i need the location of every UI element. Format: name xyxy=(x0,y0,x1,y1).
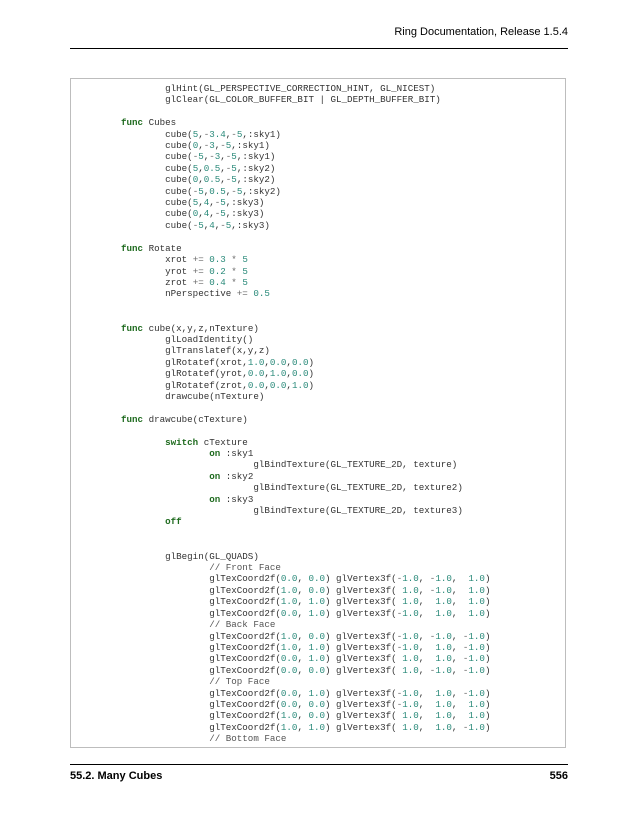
code-line: glTexCoord2f(1.0, 0.0) glVertex3f( 1.0, 1.0, 1.0) xyxy=(121,710,491,722)
code-line: glTexCoord2f(1.0, 1.0) glVertex3f( 1.0, 1.0, -1.0) xyxy=(121,721,491,733)
code-line: cube(-5,-3,-5,:sky1) xyxy=(121,151,276,163)
code-line: func Cubes xyxy=(121,117,177,129)
code-line: glTexCoord2f(1.0, 0.0) glVertex3f(-1.0, -1.0, -1.0) xyxy=(121,630,491,642)
page-footer xyxy=(70,770,568,786)
code-line: cube(0,-3,-5,:sky1) xyxy=(121,140,270,152)
code-line: on :sky2 xyxy=(209,470,254,482)
footer-divider xyxy=(70,764,568,765)
code-line: glBindTexture(GL_TEXTURE_2D, texture2) xyxy=(253,482,463,494)
code-line: glClear(GL_COLOR_BUFFER_BIT | GL_DEPTH_BUFFER_BIT) xyxy=(165,94,441,106)
code-line: glTexCoord2f(0.0, 0.0) glVertex3f(-1.0, -1.0, 1.0) xyxy=(121,573,491,585)
code-line: cube(0,0.5,-5,:sky2) xyxy=(121,174,276,186)
page-header xyxy=(70,26,568,44)
code-line: glTexCoord2f(1.0, 0.0) glVertex3f( 1.0, -1.0, 1.0) xyxy=(121,584,491,596)
code-line: glTexCoord2f(1.0, 1.0) glVertex3f( 1.0, 1.0, 1.0) xyxy=(121,596,491,608)
code-line: // Top Face xyxy=(121,676,270,688)
code-line: glTexCoord2f(0.0, 0.0) glVertex3f(-1.0, 1.0, 1.0) xyxy=(121,698,491,710)
code-line: xrot += 0.3 * 5 xyxy=(121,254,248,266)
section-title: 55.2. Many Cubes xyxy=(70,770,163,782)
code-line: glTexCoord2f(1.0, 1.0) glVertex3f(-1.0, 1.0, -1.0) xyxy=(121,641,491,653)
code-line: glRotatef(yrot,0.0,1.0,0.0) xyxy=(121,368,314,380)
code-line: // Front Face xyxy=(121,562,281,574)
code-line: glTranslatef(x,y,z) xyxy=(165,345,270,357)
code-listing xyxy=(121,83,490,745)
code-line: yrot += 0.2 * 5 xyxy=(121,265,248,277)
code-line: func cube(x,y,z,nTexture) xyxy=(121,322,259,334)
code-line: glTexCoord2f(0.0, 1.0) glVertex3f(-1.0, 1.0, -1.0) xyxy=(121,687,491,699)
code-line: glRotatef(xrot,1.0,0.0,0.0) xyxy=(121,356,314,368)
header-divider xyxy=(70,48,568,49)
code-line: func drawcube(cTexture) xyxy=(121,413,248,425)
code-line: glBegin(GL_QUADS) xyxy=(165,550,259,562)
code-line: glHint(GL_PERSPECTIVE_CORRECTION_HINT, GL_NICEST) xyxy=(165,83,436,94)
code-line: cube(5,-3.4,-5,:sky1) xyxy=(121,128,281,140)
code-line: cube(5,4,-5,:sky3) xyxy=(121,197,265,209)
code-line: // Bottom Face xyxy=(121,733,287,745)
code-line: glRotatef(zrot,0.0,0.0,1.0) xyxy=(121,379,314,391)
code-line: glBindTexture(GL_TEXTURE_2D, texture) xyxy=(253,459,458,471)
document-title: Ring Documentation, Release 1.5.4 xyxy=(394,26,568,38)
code-line: off xyxy=(165,516,182,528)
code-line: zrot += 0.4 * 5 xyxy=(121,276,248,288)
code-line: glTexCoord2f(0.0, 1.0) glVertex3f( 1.0, 1.0, -1.0) xyxy=(121,653,491,665)
code-line: cube(-5,0.5,-5,:sky2) xyxy=(121,185,281,197)
code-line: drawcube(nTexture) xyxy=(165,390,265,402)
code-line: cube(5,0.5,-5,:sky2) xyxy=(121,162,276,174)
code-line: glTexCoord2f(0.0, 1.0) glVertex3f(-1.0, 1.0, 1.0) xyxy=(121,607,491,619)
page-number: 556 xyxy=(549,770,568,782)
code-line: cube(-5,4,-5,:sky3) xyxy=(121,219,270,231)
code-line: cube(0,4,-5,:sky3) xyxy=(121,208,265,220)
code-line: switch cTexture xyxy=(165,436,248,448)
code-line: glLoadIdentity() xyxy=(165,333,254,345)
code-line: on :sky1 xyxy=(209,448,254,459)
code-block xyxy=(70,78,566,748)
code-line: on :sky3 xyxy=(209,493,254,505)
code-line: nPerspective += 0.5 xyxy=(121,288,270,300)
code-line: glBindTexture(GL_TEXTURE_2D, texture3) xyxy=(253,505,463,517)
code-line: // Back Face xyxy=(121,619,276,631)
code-line: glTexCoord2f(0.0, 0.0) glVertex3f( 1.0, -1.0, -1.0) xyxy=(121,664,491,676)
code-line: func Rotate xyxy=(121,242,182,254)
